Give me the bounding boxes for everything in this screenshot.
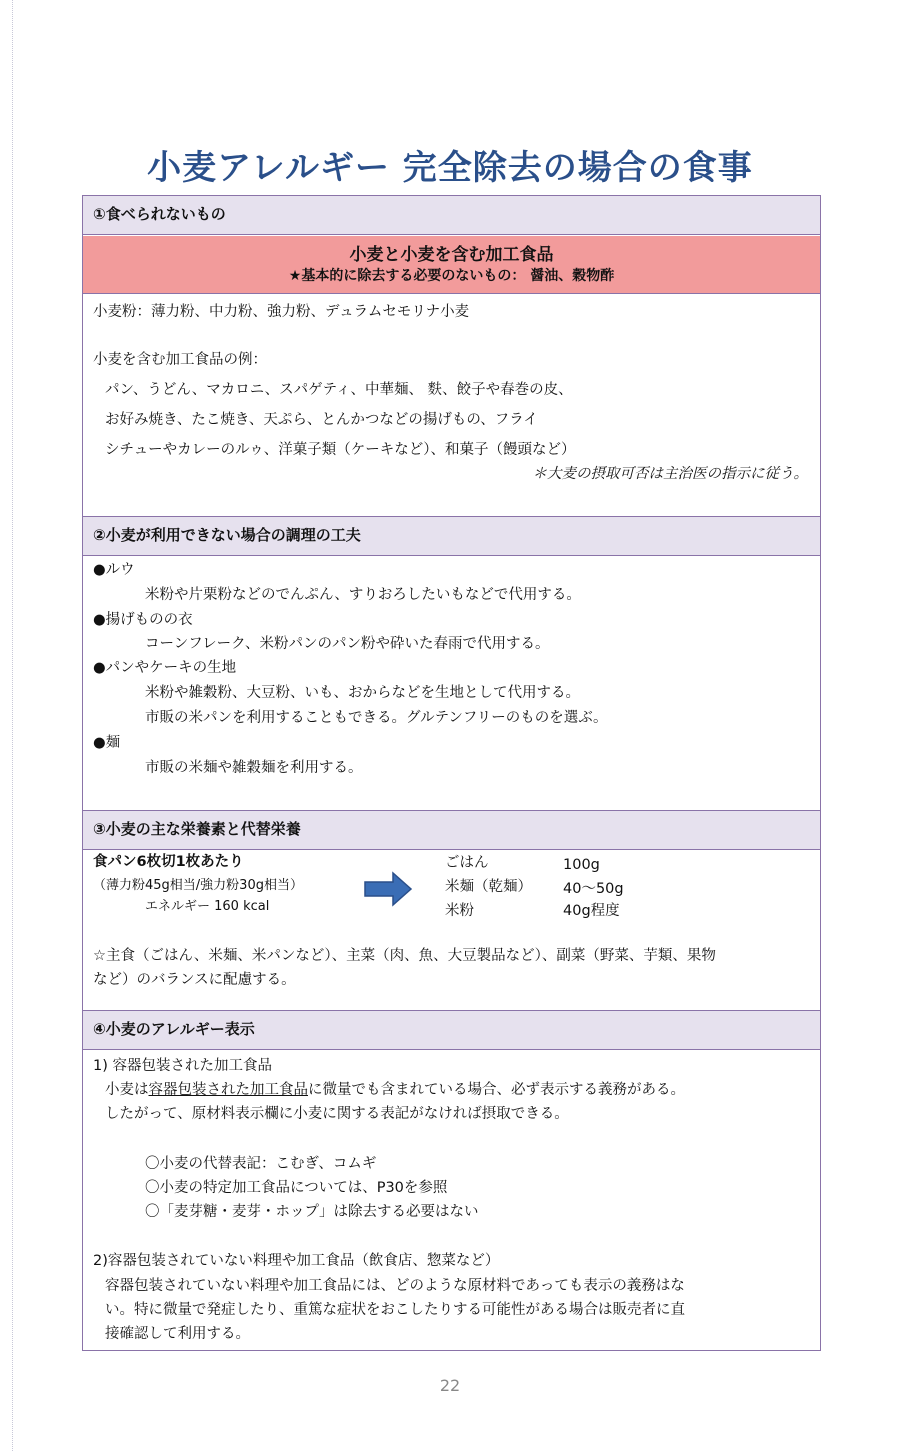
bread-title: 食パン6枚切1枚あたり [93, 854, 244, 870]
content-frame [82, 195, 821, 1351]
section-cannot-eat [83, 196, 820, 235]
substitute-amount: 40g程度 [563, 903, 620, 919]
balance-note: など）のバランスに配慮する。 [93, 972, 296, 988]
packaged-food-text: したがって、原材料表示欄に小麦に関する表記がなければ摂取できる。 [105, 1106, 569, 1122]
band-main-text: 小麦と小麦を含む加工食品 [349, 245, 554, 265]
underlined-text: 容器包装された加工食品 [148, 1082, 308, 1098]
section-heading: ④小麦のアレルギー表示 [83, 1010, 820, 1050]
barley-note: ＊大麦の摂取可否は主治医の指示に従う。 [532, 466, 808, 482]
tip-line: 市販の米パンを利用することもできる。グルテンフリーのものを選ぶ。 [145, 710, 608, 726]
section-heading: ②小麦が利用できない場合の調理の工夫 [83, 516, 820, 556]
page-title: 小麦アレルギー 完全除去の場合の食事 [147, 148, 753, 188]
unpackaged-food-title: 2)容器包装されていない料理や加工食品（飲食店、惣菜など） [93, 1253, 500, 1269]
section-labeling [83, 1010, 820, 1050]
bread-energy: エネルギー 160 kcal [145, 899, 270, 914]
packaged-food-text [105, 1080, 685, 1100]
margin-guide-line [12, 0, 13, 1451]
band-sub-text: ★基本的に除去する必要のないもの： 醤油、穀物酢 [288, 268, 615, 284]
text-segment: に微量でも含まれている場合、必ず表示する義務がある。 [308, 1082, 685, 1098]
substitute-amount: 100g [563, 857, 600, 873]
section-nutrition [83, 810, 820, 850]
packaged-food-title: 1) 容器包装された加工食品 [93, 1058, 272, 1074]
tip-line: 米粉や片栗粉などのでんぷん、すりおろしたいもなどで代用する。 [145, 587, 581, 603]
tip-line: 米粉や雑穀粉、大豆粉、いも、おからなどを生地として代用する。 [145, 685, 580, 701]
section-heading: ③小麦の主な栄養素と代替栄養 [83, 810, 820, 850]
section-cooking-tips [83, 516, 820, 556]
labeling-bullet: 〇「麦芽糖・麦芽・ホップ」は除去する必要はない [145, 1204, 479, 1220]
substitute-name: ごはん [445, 855, 489, 871]
tip-heading: ●麺 [93, 735, 121, 751]
unpackaged-food-text: い。特に微量で発症したり、重篤な症状をおこしたりする可能性がある場合は販売者に直 [105, 1302, 685, 1318]
tip-line: 市販の米麺や雑穀麺を利用する。 [145, 760, 363, 776]
tip-line: コーンフレーク、米粉パンのパン粉や砕いた春雨で代用する。 [145, 636, 550, 652]
text-segment: 小麦は [105, 1082, 149, 1098]
substitute-name: 米粉 [445, 903, 474, 919]
highlight-band [83, 236, 820, 294]
examples-line: シチューやカレーのルゥ、洋菓子類（ケーキなど）、和菓子（饅頭など） [105, 442, 576, 458]
tip-heading: ●ルウ [93, 562, 135, 578]
examples-line: お好み焼き、たこ焼き、天ぷら、とんかつなどの揚げもの、フライ [105, 412, 538, 428]
right-arrow-icon [363, 871, 413, 907]
section-heading: ①食べられないもの [83, 196, 820, 235]
balance-note: ☆主食（ごはん、米麺、米パンなど）、主菜（肉、魚、大豆製品など）、副菜（野菜、芋類、果物 [93, 948, 716, 964]
labeling-bullet: 〇小麦の特定加工食品については、P30を参照 [145, 1180, 448, 1196]
unpackaged-food-text: 容器包装されていない料理や加工食品には、どのような原材料であっても表示の義務はな [105, 1278, 685, 1294]
tip-heading: ●パンやケーキの生地 [93, 660, 237, 676]
examples-label: 小麦を含む加工食品の例： [93, 352, 267, 368]
flour-list: 小麦粉：薄力粉、中力粉、強力粉、デュラムセモリナ小麦 [93, 304, 470, 320]
page-number: 22 [439, 1376, 461, 1395]
examples-line: パン、うどん、マカロニ、スパゲティ、中華麺、 麩、餃子や春巻の皮、 [105, 382, 573, 398]
tip-heading: ●揚げものの衣 [93, 612, 193, 628]
bread-equivalent: （薄力粉45g相当/強力粉30g相当） [93, 878, 303, 893]
substitute-name: 米麺（乾麺） [445, 879, 532, 895]
unpackaged-food-text: 接確認して利用する。 [105, 1326, 250, 1342]
substitute-amount: 40～50g [563, 881, 624, 897]
labeling-bullet: 〇小麦の代替表記：こむぎ、コムギ [145, 1156, 377, 1172]
